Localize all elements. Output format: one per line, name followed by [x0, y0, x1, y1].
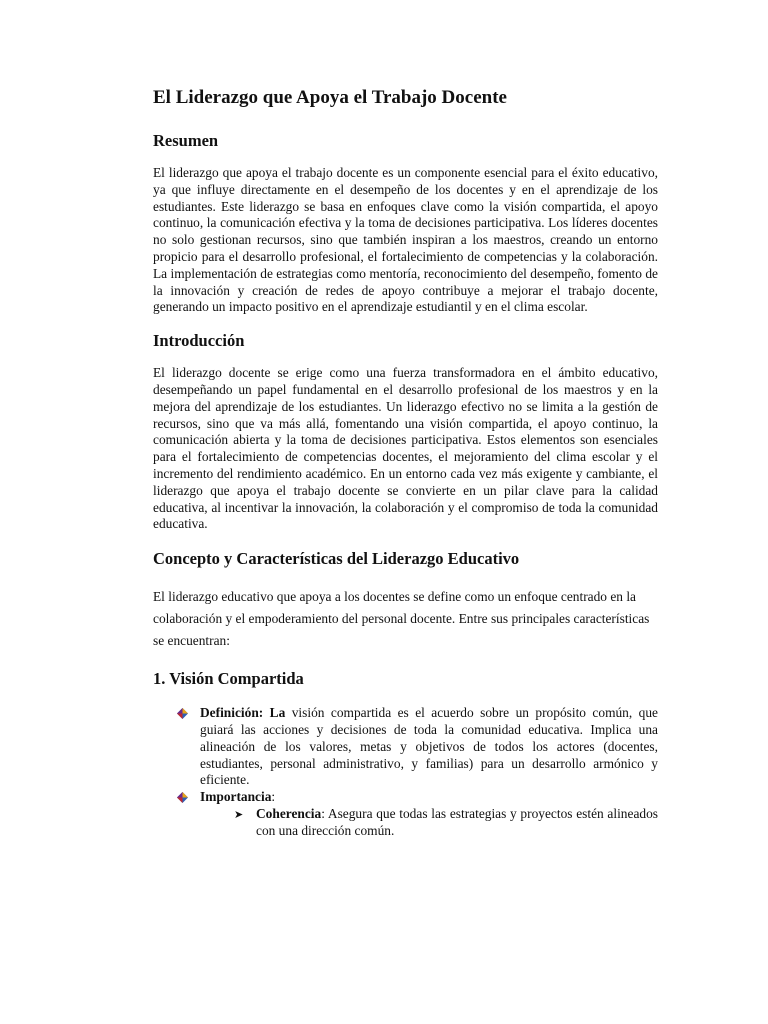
importancia-sub-list	[200, 806, 658, 840]
diamond-bullet-icon	[177, 792, 188, 803]
vision-bullet-list	[153, 705, 658, 839]
concepto-paragraph: El liderazgo educativo que apoya a los docentes se define como un enfoque centrado en la colaboración y el empoderamiento del personal docente. Entre sus principales características se encuentran:	[153, 589, 650, 649]
diamond-bullet-icon	[177, 708, 188, 719]
coherencia-text: : Asegura que todas las estrategias y proyectos estén alineados con una dirección común.	[256, 805, 658, 838]
arrow-bullet-icon: ➤	[234, 808, 244, 821]
document-page	[153, 86, 658, 840]
bullet-importancia	[153, 789, 658, 839]
vision-compartida-heading: 1. Visión Compartida	[153, 669, 304, 689]
introduccion-paragraph: El liderazgo docente se erige como una fuerza transformadora en el ámbito educativo, desempeñando un papel fundamental en el desarrollo profesional de los maestros y en la mejora del aprendizaje de los estudiantes. Un liderazgo efectivo no se limita a la gestión de recursos, sino que va más allá, fomentando una visión compartida, el apoyo continuo, la comunicación abierta y la toma de decisiones participativa. Estos elementos son esenciales para el fortalecimiento de competencias docentes, el mejoramiento del clima escolar y el incremento del rendimiento académico. En un entorno cada vez más exigente y cambiante, el liderazgo que apoya el trabajo docente se convierte en un pilar clave para la calidad educativa, al incentivar la innovación, la colaboración y el compromiso de toda la comunidad educativa.	[153, 365, 658, 532]
importancia-label: Importancia	[200, 789, 272, 805]
sub-bullet-coherencia	[225, 806, 658, 840]
resumen-heading: Resumen	[153, 131, 219, 150]
coherencia-label: Coherencia	[256, 805, 322, 821]
concepto-heading: Concepto y Características del Liderazgo Educativo	[153, 549, 520, 569]
document-title: El Liderazgo que Apoya el Trabajo Docente	[153, 87, 507, 108]
definicion-text: visión compartida es el acuerdo sobre un propósito común, que guiará las acciones y decisiones de toda la comunidad educativa. Implica una alineación de los valores, metas y objetivos de todos los actores (docentes, estudiantes, personal administrativo, y familias) para un desarrollo armónico y eficiente.	[200, 705, 658, 788]
definicion-label: Definición: La	[200, 705, 286, 721]
resumen-paragraph: El liderazgo que apoya el trabajo docente es un componente esencial para el éxito educativo, ya que influye directamente en el desempeño de los docentes y en el aprendizaje de los estudiantes. Este liderazgo se basa en enfoques clave como la visión compartida, el apoyo continuo, la comunicación efectiva y la toma de decisiones participativa. Los líderes docentes no solo gestionan recursos, sino que también inspiran a los maestros, creando un entorno propicio para el desarrollo profesional, el fortalecimiento de competencias y la colaboración. La implementación de estrategias como mentoría, reconocimiento del desempeño, fomento de la innovación y creación de redes de apoyo contribuye a mejorar el trabajo docente, generando un impacto positivo en el aprendizaje estudiantil y en el clima escolar.	[153, 165, 658, 315]
introduccion-heading: Introducción	[153, 331, 245, 351]
bullet-definicion	[153, 705, 658, 789]
importancia-suffix: :	[271, 789, 276, 805]
